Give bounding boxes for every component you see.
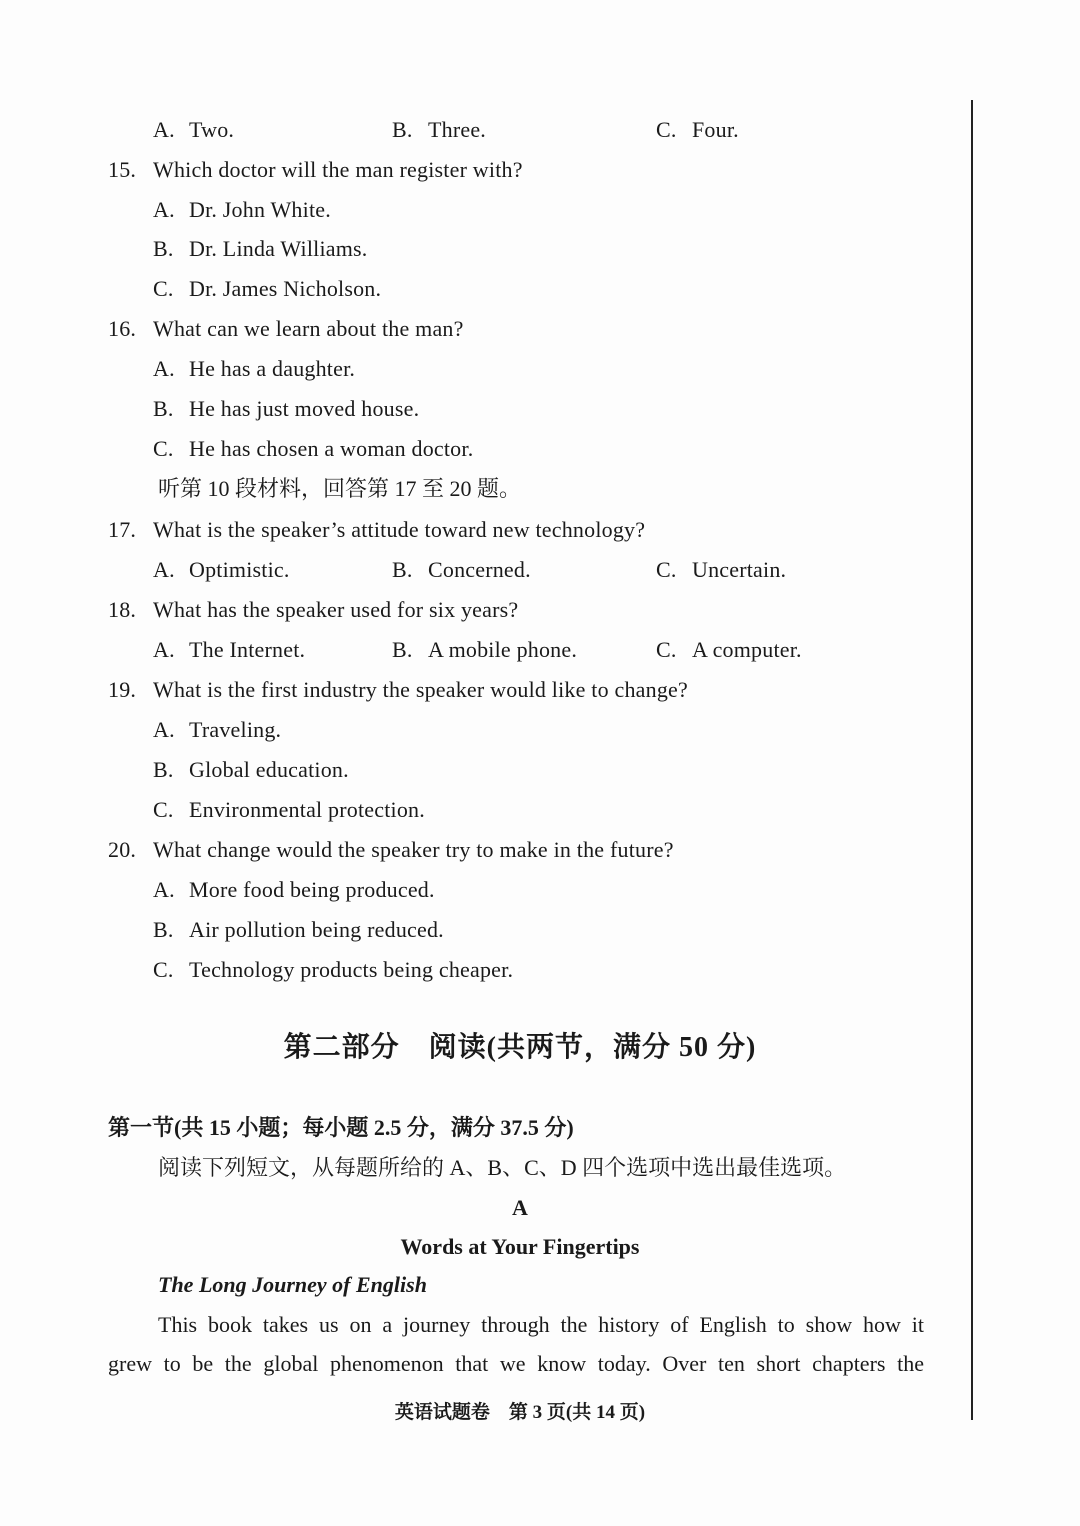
paragraph-line-2: grew to be the global phenomenon that we know today. Over ten short chapters the <box>108 1351 924 1376</box>
q19-option-c: C. Environmental protection. <box>153 797 425 822</box>
section1-instruction: 阅读下列短文，从每题所给的 A、B、C、D 四个选项中选出最佳选项。 <box>158 1155 847 1180</box>
q20-option-c: C. Technology products being cheaper. <box>153 957 514 982</box>
q19-question: What is the first industry the speaker would like to change? <box>153 677 688 702</box>
q20-option-b: B. Air pollution being reduced. <box>153 917 444 942</box>
q18-question: What has the speaker used for six years? <box>153 597 519 622</box>
book-title: The Long Journey of English <box>158 1272 427 1297</box>
passage-title: Words at Your Fingertips <box>400 1234 640 1259</box>
q18-option-b: B. A mobile phone. <box>392 637 578 662</box>
q19-option-a: A. Traveling. <box>153 717 282 742</box>
q14-option-c: C. Four. <box>656 117 739 142</box>
q16-option-b: B. He has just moved house. <box>153 396 420 421</box>
q15-option-a: A. Dr. John White. <box>153 197 331 222</box>
q16-option-c: C. He has chosen a woman doctor. <box>153 436 474 461</box>
q19-option-b: B. Global education. <box>153 757 349 782</box>
q17-option-a: A. Optimistic. <box>153 557 290 582</box>
q17-question: What is the speaker’s attitude toward new technology? <box>153 517 646 542</box>
q15-number: 15. <box>108 157 137 182</box>
q20-number: 20. <box>108 837 137 862</box>
q18-number: 18. <box>108 597 137 622</box>
q14-option-b: B. Three. <box>392 117 486 142</box>
paragraph-line-1: This book takes us on a journey through the history of English to show how it <box>158 1312 924 1337</box>
q15-question: Which doctor will the man register with? <box>153 157 523 182</box>
q16-option-a: A. He has a daughter. <box>153 356 356 381</box>
q14-option-a: A. Two. <box>153 117 235 142</box>
q17-option-b: B. Concerned. <box>392 557 531 582</box>
part2-title: 第二部分 阅读(共两节，满分 50 分) <box>283 1032 757 1063</box>
q18-option-c: C. A computer. <box>656 637 802 662</box>
q20-option-a: A. More food being produced. <box>153 877 435 902</box>
q16-number: 16. <box>108 316 137 341</box>
passage-letter: A <box>512 1195 528 1220</box>
q15-option-c: C. Dr. James Nicholson. <box>153 276 382 301</box>
q16-question: What can we learn about the man? <box>153 316 464 341</box>
q17-number: 17. <box>108 517 137 542</box>
q18-option-a: A. The Internet. <box>153 637 306 662</box>
page-footer: 英语试题卷 第 3 页(共 14 页) <box>394 1402 646 1423</box>
section1-title: 第一节(共 15 小题；每小题 2.5 分，满分 37.5 分) <box>108 1115 574 1140</box>
q15-option-b: B. Dr. Linda Williams. <box>153 236 368 261</box>
q19-number: 19. <box>108 677 137 702</box>
q20-question: What change would the speaker try to make in the future? <box>153 837 674 862</box>
q17-option-c: C. Uncertain. <box>656 557 787 582</box>
listening-instruction: 听第 10 段材料，回答第 17 至 20 题。 <box>158 476 522 501</box>
